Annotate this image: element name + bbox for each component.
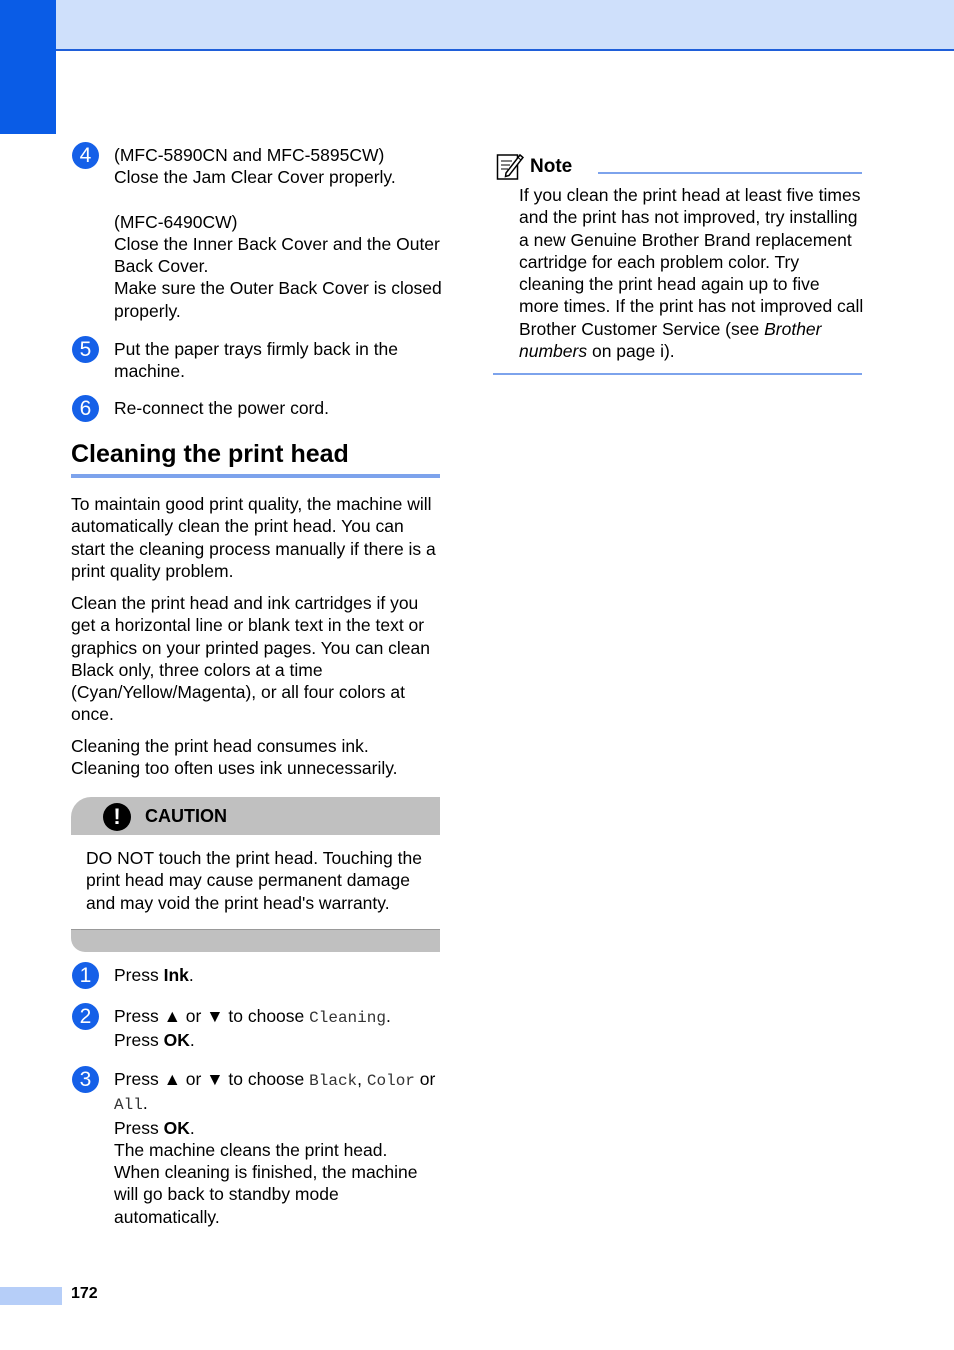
note-text: If you clean the print head at least five times and the print has not improved, try installing a new Genuine Brother Brand replacement cartridge for each problem color. Try cleaning the print head again up to five more times. If the print has not improved call Brother Customer Service (see Brother numbers on page i). xyxy=(519,185,864,362)
step-body xyxy=(114,964,444,986)
step-number: 6 xyxy=(72,395,99,422)
caution-header xyxy=(71,797,440,835)
caution-label: CAUTION xyxy=(145,806,227,826)
menu-option: Cleaning xyxy=(309,1009,386,1027)
body-paragraph: Cleaning the print head consumes ink. Cleaning too often uses ink unnecessarily. xyxy=(71,736,398,779)
step-number: 1 xyxy=(72,962,99,989)
step-number: 5 xyxy=(72,336,99,363)
step-number: 3 xyxy=(72,1066,99,1093)
menu-option: Color xyxy=(366,1072,415,1090)
caution-footer xyxy=(71,929,440,952)
key-name: Ink xyxy=(163,965,189,985)
footer-bar xyxy=(0,1287,62,1305)
step-body xyxy=(114,144,444,322)
step-text: Press ▲ or ▼ to choose Black, Color or All. xyxy=(114,1069,436,1115)
chapter-tab xyxy=(0,0,56,134)
step-text: Press OK. xyxy=(114,1030,195,1051)
link-reference: Brother numbers xyxy=(519,318,822,362)
step-number: 4 xyxy=(72,142,99,169)
body-paragraph: To maintain good print quality, the machine will automatically clean the print head. You can start the cleaning process manually if there is a print quality problem. xyxy=(71,494,436,581)
menu-option: All xyxy=(114,1096,143,1115)
step-text: Press ▲ or ▼ to choose Cleaning. xyxy=(114,1006,391,1027)
step-number: 2 xyxy=(72,1003,99,1030)
body-paragraph: Clean the print head and ink cartridges if you get a horizontal line or blank text in the text or graphics on your printed pages. You can clean Black only, three colors at a time (Cyan/Yellow/Magenta), or all four colors at once. xyxy=(71,593,431,725)
step-text: Press Ink. xyxy=(114,965,194,985)
step-body xyxy=(114,1068,444,1228)
header-band xyxy=(0,0,954,51)
note-pencil-icon xyxy=(496,151,524,181)
step-text: Re-connect the power cord. xyxy=(114,398,329,418)
note-title: Note xyxy=(530,156,573,177)
exclamation-icon: ! xyxy=(103,803,131,831)
step-text: Press OK. xyxy=(114,1117,195,1138)
step-text: When cleaning is finished, the machine will go back to standby mode automatically. xyxy=(114,1162,418,1227)
step-body xyxy=(114,338,444,383)
step-text: Close the Jam Clear Cover properly. xyxy=(114,167,396,188)
step-body xyxy=(114,397,444,419)
menu-option: Black xyxy=(309,1072,358,1090)
model-label: (MFC-5890CN and MFC-5895CW) xyxy=(114,145,385,165)
divider xyxy=(598,172,862,174)
step-text: Make sure the Outer Back Cover is closed properly. xyxy=(114,278,442,321)
caution-text: DO NOT touch the print head. Touching the print head may cause permanent damage and may void the print head's warranty. xyxy=(86,848,422,913)
key-name: OK xyxy=(163,1117,190,1138)
step-text: The machine cleans the print head. xyxy=(114,1139,388,1160)
step-body xyxy=(114,1005,444,1052)
step-text: Close the Inner Back Cover and the Outer Back Cover. xyxy=(114,233,440,277)
key-name: OK xyxy=(163,1030,190,1051)
model-label: (MFC-6490CW) xyxy=(114,211,238,232)
step-text: Put the paper trays firmly back in the machine. xyxy=(114,339,399,382)
divider xyxy=(493,373,862,375)
section-heading: Cleaning the print head xyxy=(71,440,440,478)
page-number: 172 xyxy=(71,1285,98,1302)
